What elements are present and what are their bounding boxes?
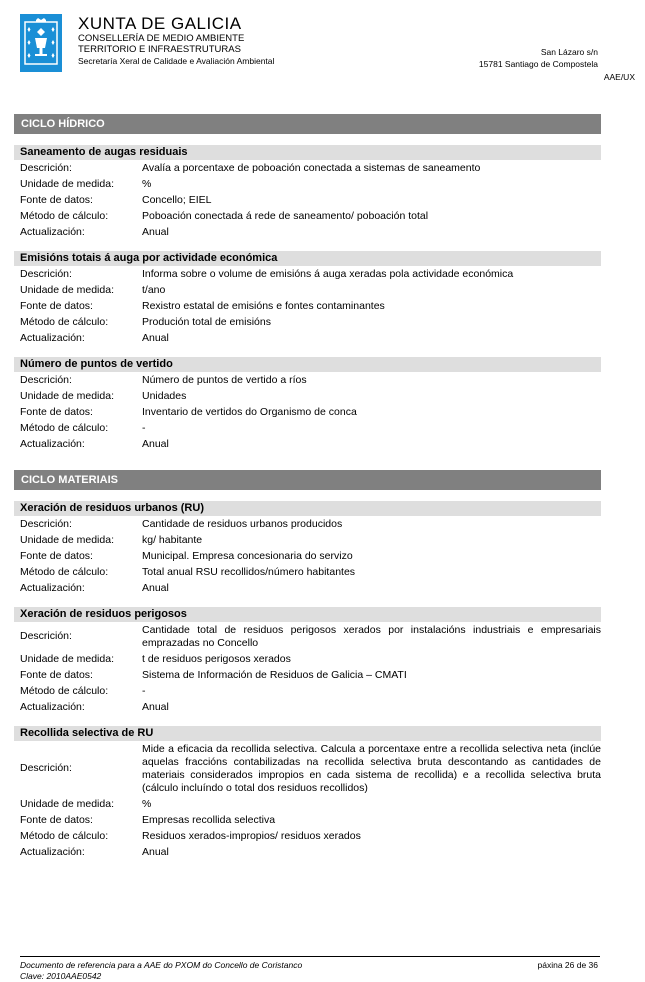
value-unit: t de residuos perigosos xerados	[142, 652, 291, 665]
row-description	[14, 266, 601, 282]
label-update: Actualización:	[20, 845, 85, 858]
row-method	[14, 564, 601, 580]
document-code: AAE/UX	[603, 72, 635, 82]
page-number: páxina 26 de 36	[537, 960, 598, 970]
label-unit: Unidade de medida:	[20, 652, 114, 665]
row-method	[14, 208, 601, 224]
row-unit	[14, 532, 601, 548]
row-description	[14, 741, 601, 796]
label-description: Descrición:	[20, 630, 72, 642]
value-method: -	[142, 684, 146, 697]
row-unit	[14, 388, 601, 404]
row-description	[14, 516, 601, 532]
value-update: Anual	[142, 581, 169, 594]
indicator-block	[14, 726, 601, 860]
value-update: Anual	[142, 437, 169, 450]
value-update: Anual	[142, 225, 169, 238]
value-method: Residuos xerados-impropios/ residuos xerados	[142, 829, 361, 842]
label-method: Método de cálculo:	[20, 684, 109, 697]
label-description: Descrición:	[20, 517, 72, 530]
label-unit: Unidade de medida:	[20, 389, 114, 402]
organization-block	[78, 14, 274, 67]
row-update	[14, 844, 601, 860]
value-source: Rexistro estatal de emisións e fontes contaminantes	[142, 299, 385, 312]
indicator-block	[14, 501, 601, 596]
label-update: Actualización:	[20, 581, 85, 594]
row-description	[14, 622, 601, 651]
label-update: Actualización:	[20, 700, 85, 713]
page-header	[20, 14, 640, 84]
row-unit	[14, 282, 601, 298]
org-line-2: TERRITORIO E INFRAESTRUTURAS	[78, 44, 241, 55]
label-update: Actualización:	[20, 225, 85, 238]
row-update	[14, 436, 601, 452]
row-method	[14, 828, 601, 844]
label-unit: Unidade de medida:	[20, 283, 114, 296]
label-update: Actualización:	[20, 331, 85, 344]
galicia-coat-of-arms-icon	[24, 18, 58, 68]
footer-doc-ref: Documento de referencia para a AAE do PXOM do Concello de Coristanco	[20, 960, 303, 970]
value-source: Empresas recollida selectiva	[142, 813, 276, 826]
row-description	[14, 372, 601, 388]
row-update	[14, 224, 601, 240]
value-source: Municipal. Empresa concesionaria do servizo	[142, 549, 353, 562]
row-update	[14, 330, 601, 346]
address-line-1: San Lázaro s/n	[540, 47, 598, 57]
label-description: Descrición:	[20, 267, 72, 280]
value-source: Concello; EIEL	[142, 193, 212, 206]
indicator-title: Número de puntos de vertido	[14, 357, 601, 372]
indicator-block	[14, 145, 601, 240]
label-description: Descrición:	[20, 373, 72, 386]
value-unit: %	[142, 177, 152, 190]
label-unit: Unidade de medida:	[20, 797, 114, 810]
label-method: Método de cálculo:	[20, 565, 109, 578]
indicator-title: Xeración de residuos urbanos (RU)	[14, 501, 601, 516]
indicator-title: Xeración de residuos perigosos	[14, 607, 601, 622]
row-source	[14, 192, 601, 208]
footer-clave: Clave: 2010AAE0542	[20, 971, 102, 981]
address-block	[479, 46, 598, 70]
indicator-title: Emisións totais á auga por actividade económica	[14, 251, 601, 266]
value-update: Anual	[142, 700, 169, 713]
label-method: Método de cálculo:	[20, 209, 109, 222]
indicator-title: Saneamento de augas residuais	[14, 145, 601, 160]
row-source	[14, 548, 601, 564]
org-line-1: CONSELLERÍA DE MEDIO AMBIENTE	[78, 33, 245, 44]
org-line-3: Secretaría Xeral de Calidade e Avaliación Ambiental	[78, 56, 275, 66]
indicator-block	[14, 607, 601, 715]
org-name: XUNTA DE GALICIA	[78, 14, 242, 33]
address-line-2: 15781 Santiago de Compostela	[478, 59, 598, 69]
label-method: Método de cálculo:	[20, 421, 109, 434]
row-source	[14, 667, 601, 683]
row-update	[14, 580, 601, 596]
footer-reference	[20, 957, 600, 982]
row-source	[14, 812, 601, 828]
value-description: Cantidade total de residuos perigosos xerados por instalacións industriais e empresariais emprazadas no Concello	[142, 623, 601, 649]
value-method: -	[142, 421, 146, 434]
row-unit	[14, 796, 601, 812]
value-description: Avalía a porcentaxe de poboación conectada a sistemas de saneamento	[142, 161, 481, 174]
row-method	[14, 314, 601, 330]
value-description: Número de puntos de vertido a ríos	[142, 373, 307, 386]
document-body	[14, 114, 601, 860]
indicator-block	[14, 251, 601, 346]
label-source: Fonte de datos:	[20, 405, 93, 418]
label-unit: Unidade de medida:	[20, 533, 114, 546]
label-unit: Unidade de medida:	[20, 177, 114, 190]
row-source	[14, 404, 601, 420]
label-source: Fonte de datos:	[20, 193, 93, 206]
xunta-logo	[20, 14, 62, 72]
value-method: Produción total de emisións	[142, 315, 271, 328]
row-unit	[14, 176, 601, 192]
value-description: Mide a eficacia da recollida selectiva. Calcula a porcentaxe entre a recollida selectiva neta (inclúe aquelas fraccións contabilizadas na recollida selectiva bruta descontando as cantidades de materiais considerados impropios en cada sistema de recollida) e a recollida selectiva bruta (cálculo incluíndo o total dos residuos recollidos)	[142, 742, 601, 794]
label-source: Fonte de datos:	[20, 668, 93, 681]
value-unit: t/ano	[142, 283, 166, 296]
row-source	[14, 298, 601, 314]
value-update: Anual	[142, 331, 169, 344]
page-footer	[20, 956, 600, 982]
label-source: Fonte de datos:	[20, 549, 93, 562]
row-unit	[14, 651, 601, 667]
row-description	[14, 160, 601, 176]
label-method: Método de cálculo:	[20, 829, 109, 842]
value-description: Cantidade de residuos urbanos producidos	[142, 517, 343, 530]
value-update: Anual	[142, 845, 169, 858]
value-description: Informa sobre o volume de emisións á auga xeradas pola actividade económica	[142, 267, 514, 280]
label-description: Descrición:	[20, 161, 72, 174]
label-source: Fonte de datos:	[20, 299, 93, 312]
row-update	[14, 699, 601, 715]
indicator-block	[14, 357, 601, 452]
section-header-ciclo-hidrico: CICLO HÍDRICO	[14, 114, 601, 134]
row-method	[14, 420, 601, 436]
label-method: Método de cálculo:	[20, 315, 109, 328]
value-unit: Unidades	[142, 389, 187, 402]
value-source: Sistema de Información de Residuos de Galicia – CMATI	[142, 668, 407, 681]
label-source: Fonte de datos:	[20, 813, 93, 826]
value-unit: kg/ habitante	[142, 533, 203, 546]
value-method: Total anual RSU recollidos/número habitantes	[142, 565, 356, 578]
section-spacer	[14, 452, 601, 470]
row-method	[14, 683, 601, 699]
label-description: Descrición:	[20, 762, 72, 774]
section-header-ciclo-materiais: CICLO MATERIAIS	[14, 470, 601, 490]
label-update: Actualización:	[20, 437, 85, 450]
value-method: Poboación conectada á rede de saneamento/ poboación total	[142, 209, 429, 222]
value-unit: %	[142, 797, 152, 810]
value-source: Inventario de vertidos do Organismo de conca	[142, 405, 357, 418]
indicator-title: Recollida selectiva de RU	[14, 726, 601, 741]
